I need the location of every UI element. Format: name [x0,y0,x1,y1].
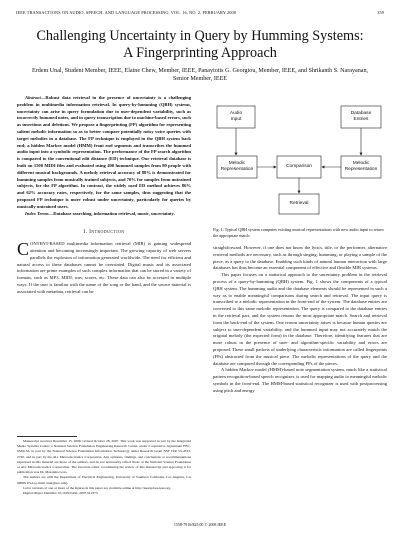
melodic-rep-left-label: Melodic Representation [220,161,254,172]
page-number: 359 [377,10,384,15]
paper-title: Challenging Uncertainty in Query by Humming Systems: A Fingerprinting Approach [36,28,364,61]
retrieval-label: Retrieval [289,201,309,206]
right-paragraph-3: A hidden Markov model (HMM)-based note segmentation system, much like a statistical pattern recognition-based speech recognizer, is used for mapping audio to meaningful melodic symbols in the front-end. The HMM-based statistical recognizer is used with postprocessing using pitch and energy [213,367,387,393]
database-entries-label: Database Entries [350,111,372,122]
right-paragraph-1: straightforward. However, if one does not know the lyrics, title, or the performer, alternative retrieval methods are necessary, such as through singing, humming, or playing a sample of the piece, as a query to the database. Enabling such kinds of natural human interaction with large databases has thus become an essential component of effective and flexible MIR systems. [213,245,387,271]
drop-cap: C [17,239,30,260]
section-heading: I. Introduction [83,229,125,236]
intro-text: multimedia information retrieval (MIR) is gaining widespread attention and becoming increasingly important. The growing capacity of web servers parallels the explosion of information generated worldwide. The need for efficient and natural access to these databases cannot be overstated. Digital music and its associated information are prime examples of such complex information that can be stored in a variety of formats, such as MP3, MIDI, wav, scores, etc. These data can also be accessed in multiple ways. If the user is familiar with the name of the song or the band, and the source material is associated with metadata, retrieval can be [17,241,191,294]
right-paragraph-2: This paper focuses on a statistical approach to the uncertainty problem in the retrieval process of a query-by-humming (QBH) system. Fig. 1 shows the components of a typical QBH system. The humming audio and the database elements should be represented in such a way as to enable meaningful comparisons during search and retrieval. The input query is transcribed to a melodic representation in the front-end of the system. The database entries are converted to this same melodic representation. The query is compared to the database entries in the retrieval part, and the system returns the most appropriate match. Search and retrieval form the back-end of the system. One reason uncertainty arises is because human queries are subject to user-dependent variability, and the hummed input may not accurately match the original melody (the expected form) in the database. Therefore, identifying features that are more robust in the presence of user- and algorithm-specific variability and errors are proposed. These small packets of underlying characteristic information are called fingerprints (FPs) abstracted from the musical piece. The melodic representations of the query and the database are compared through the corresponding FPs of the pieces. [213,272,387,366]
journal-name: IEEE TRANSACTIONS ON AUDIO, SPEECH, AND LANGUAGE PROCESSING, VOL. 16, NO. 2, FEBRUARY 2008 [16,10,236,15]
copyright-footer: 1558-7916/$25.00 © 2008 IEEE [173,522,227,527]
footnote [17,436,191,496]
melodic-rep-right-label: Melodic Representation [344,161,378,172]
intro-lead: ONTENT-BASED [30,241,65,247]
abstract-label: Abstract— [25,95,46,100]
index-terms-label: Index Terms— [25,210,54,216]
running-header [16,10,384,19]
footnote-doi: Digital Object Identifier 10.1109/TASL.2007.912373 [23,491,98,496]
comparison-label: Comparison [286,164,312,169]
audio-input-label: Audio Input [229,111,243,122]
figure-1 [213,98,385,222]
footnote-color: Color versions of one or more of the figures in this paper are available online at http://ieeexplore.ieee.org. [23,485,172,490]
left-column [17,95,191,296]
intro-paragraph [17,241,191,295]
abstract-text: Robust data retrieval in the presence of uncertainty is a challenging problem in multimedia information retrieval. In query-by-humming (QBH) systems, uncertainty can arise in query formulation due to user-dependent variability, such as incorrectly hummed notes, and in query transcription due to machine-based errors, such as insertions and deletions. We propose a fingerprinting (FP) algorithm for representing salient melodic information so as to better compare potentially noisy voice queries with target melodies in a database. The FP technique is employed in the QBH system back end; a hidden Markov model (HMM) front end segments and transcribes the hummed audio input into a symbolic representation. The performance of the FP search algorithm is compared to the conventional edit distance (ED) technique. Our retrieval database is built on 1500 MIDI files and evaluated using 400 hummed samples from 80 people with different musical backgrounds. A melody retrieval accuracy of 88% is demonstrated for humming samples from musically trained subjects, and 70% for samples from untrained subjects, for the FP algorithm. In contrast, the widely used ED method achieves 86% and 62% accuracy rates, respectively, for the same samples, thus suggesting that the proposed FP technique is more robust under uncertainty, particularly for queries by musically untrained users. [17,95,191,209]
right-column [213,245,387,395]
author-list: Erdem Unal, Student Member, IEEE, Elaine Chew, Member, IEEE, Panayiotis G. Georgiou, Member, IEEE, and Shrikanth S. Narayanan, Senior Member, IEEE [31,68,369,82]
footnote-affiliation: The authors are with the Department of Electrical Engineering, University of Southern California, Los Angeles, CA 90089 USA (e-mail: unal@usc.edu). [17,475,191,485]
footnote-manuscript: Manuscript received December 15, 2006; revised October 28, 2007. This work was supported in part by the Integrated Media Systems Center, a National Science Foundation Engineering Research Center, under Cooperative Agreement EEC-9529152, in part by the National Science Foundation Information Technology under Research Grant NSF ITR 53-4533-2720, and in part by the ALi Microelectronics Corporation. Any opinions, findings, and conclusions or recommendations expressed in this material are those of the authors, and do not necessarily reflect those of the National Science Foundation or ALi Microelectronics Corporation. The associate editor coordinating the review of this manuscript and approving it for publication was Dr. Masataka Goto. [17,439,191,475]
figure-caption: Fig. 1. Typical QBH system computes existing musical representations with new audio input to return the appropriate match. [213,227,384,238]
index-terms [17,211,191,218]
footnote-rule [17,436,77,437]
abstract [17,95,191,211]
index-terms-text: Database searching, information retrieval, music, uncertainty. [53,210,175,216]
